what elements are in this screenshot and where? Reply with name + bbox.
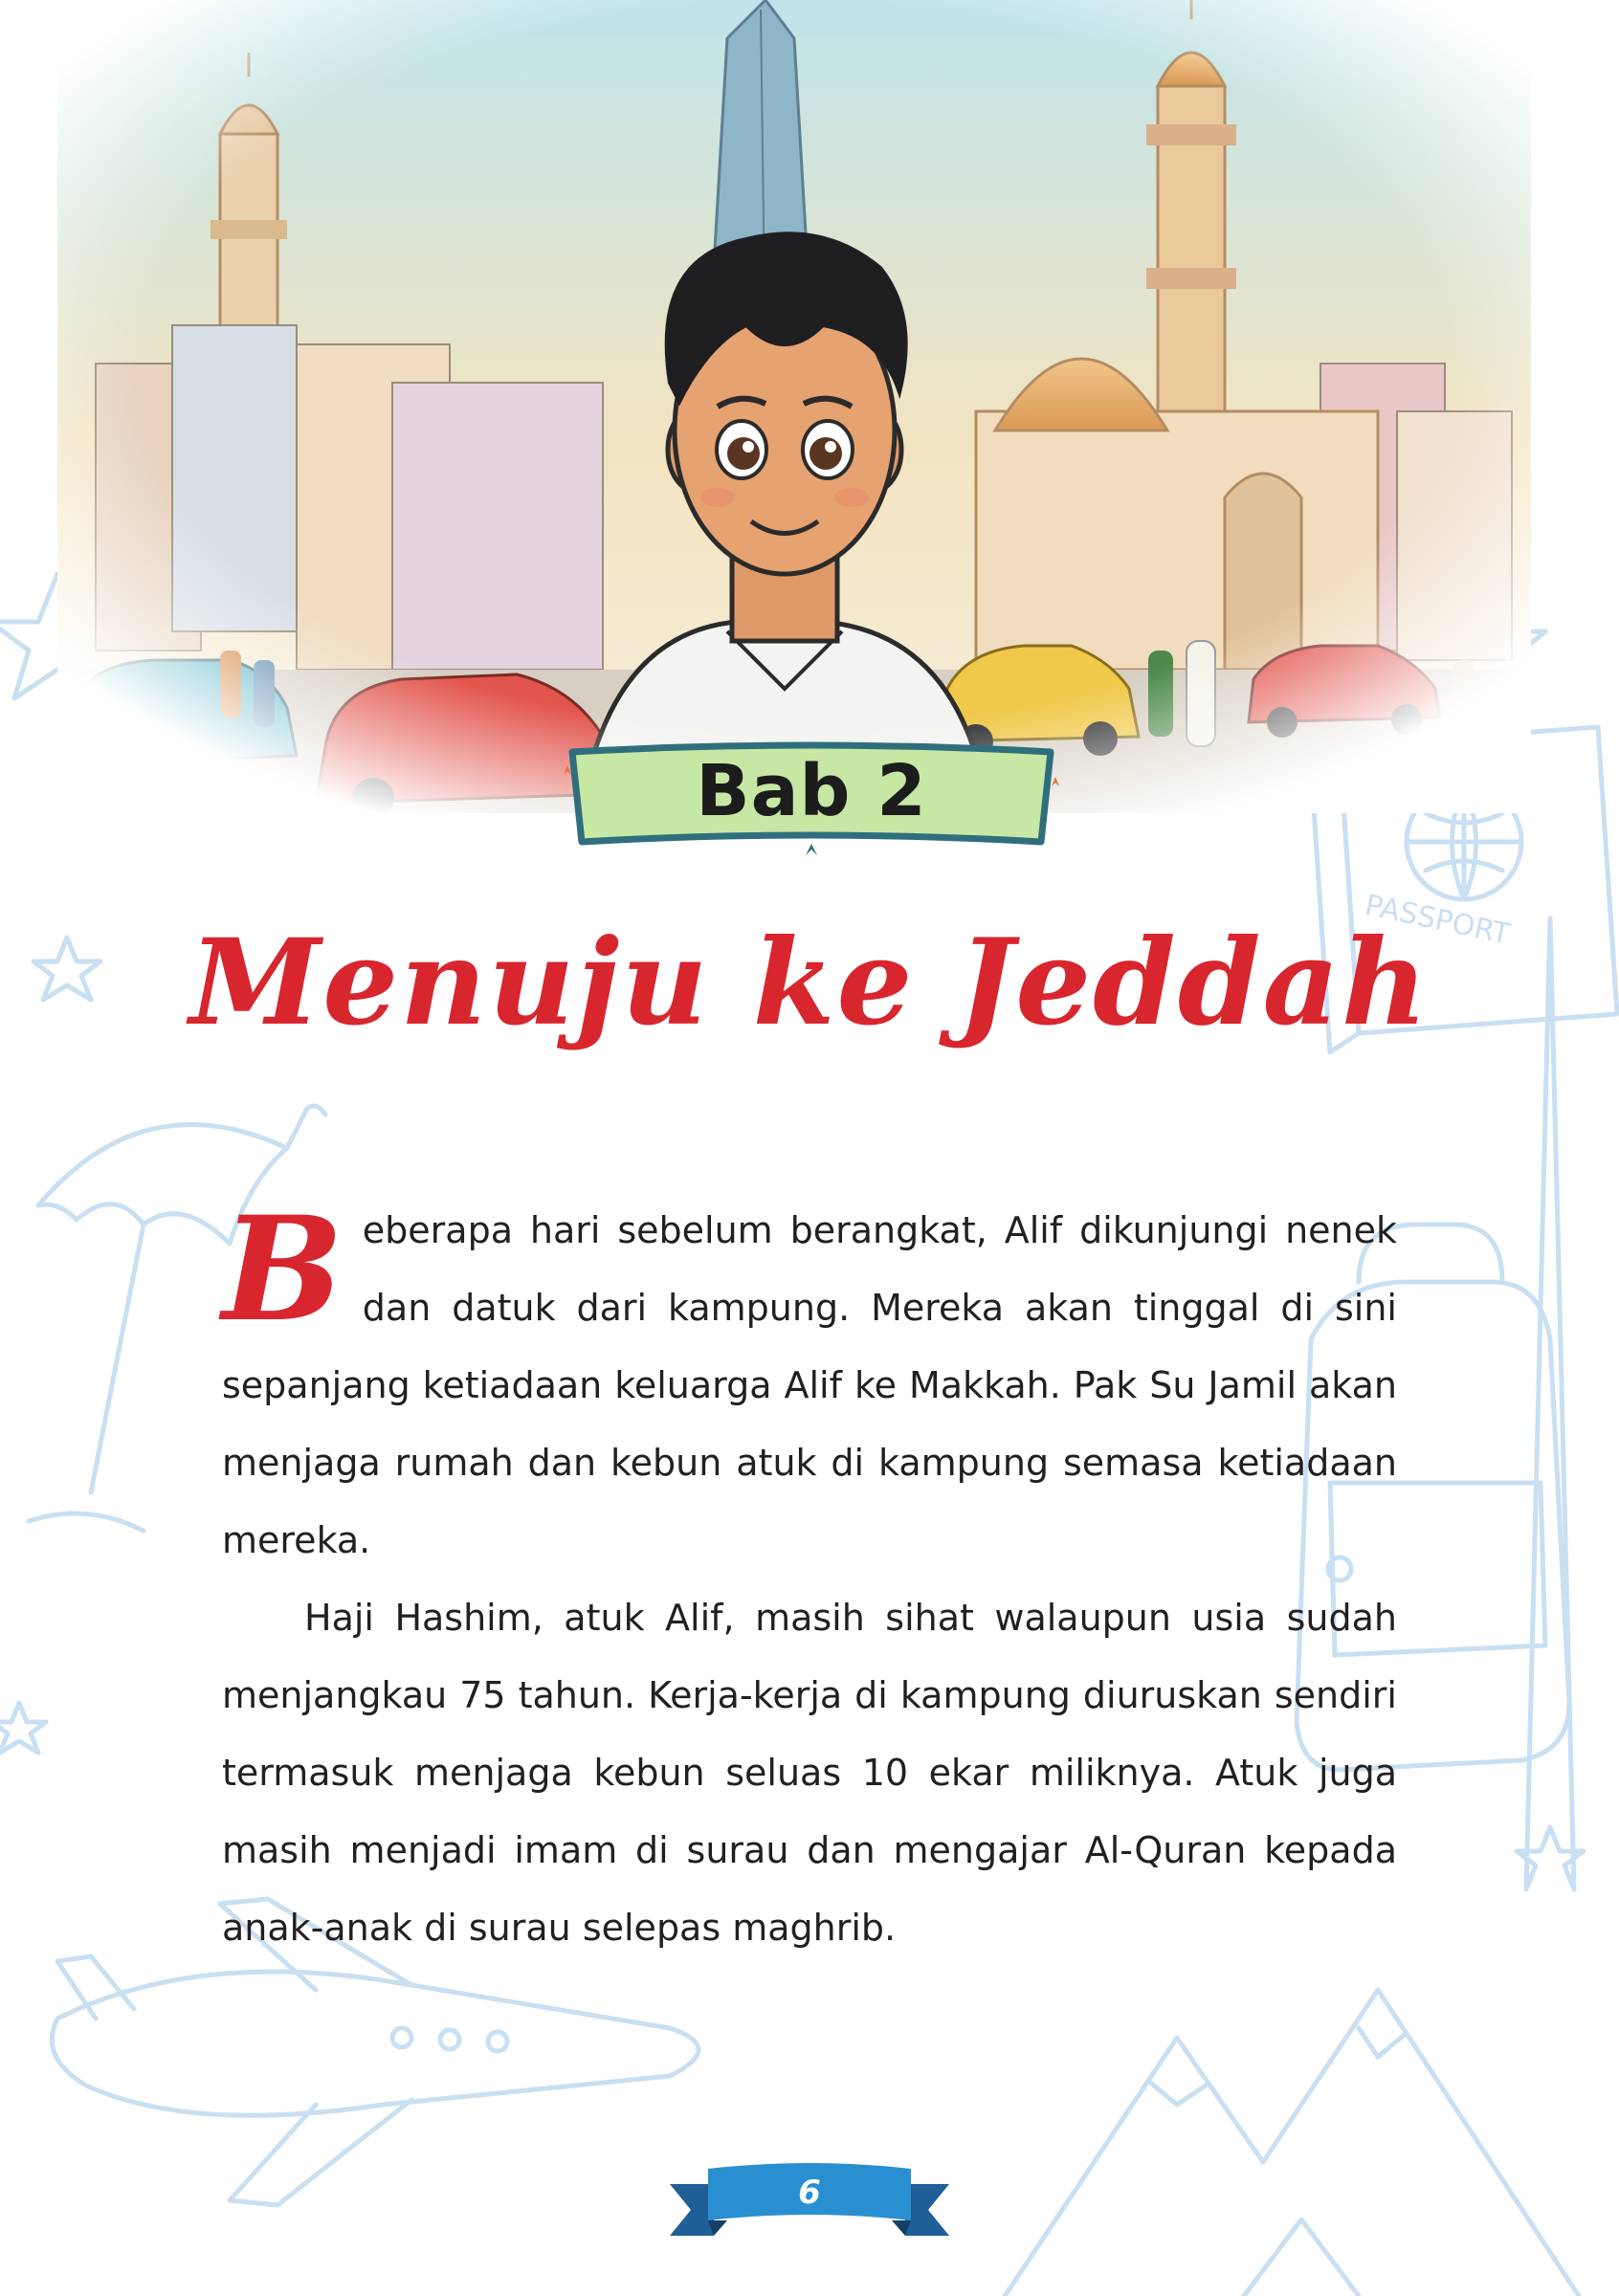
chapter-label: Bab 2 bbox=[696, 750, 927, 832]
chapter-title: Menuju ke Jeddah bbox=[189, 914, 1430, 1052]
paragraph-1 bbox=[222, 1185, 1397, 1579]
story-text bbox=[222, 1185, 1397, 1967]
passport-doodle-label: PASSPORT bbox=[1362, 888, 1513, 952]
page-number: 6 bbox=[798, 2174, 821, 2212]
hero-illustration bbox=[57, 0, 1531, 813]
paragraph-2: Haji Hashim, atuk Alif, masih sihat walaupun usia sudah menjangkau 75 tahun. Kerja-kerja di kampung diuruskan sendiri termasuk menjaga kebun seluas 10 ekar miliknya. Atuk juga masih menjadi imam di surau dan mengajar Al-Quran kepada anak-anak di surau selepas maghrib. bbox=[222, 1597, 1397, 1949]
mountains-icon bbox=[1005, 1990, 1579, 2296]
drop-cap: B bbox=[222, 1185, 344, 1354]
paragraph-1-text: eberapa hari sebelum berangkat, Alif dikunjungi nenek dan datuk dari kampung. Mereka akan tinggal di sini sepanjang ketiadaan keluarga Alif ke Makkah. Pak Su Jamil akan menjaga rumah dan kebun atuk di kampung semasa ketiadaan mereka. bbox=[222, 1209, 1397, 1561]
